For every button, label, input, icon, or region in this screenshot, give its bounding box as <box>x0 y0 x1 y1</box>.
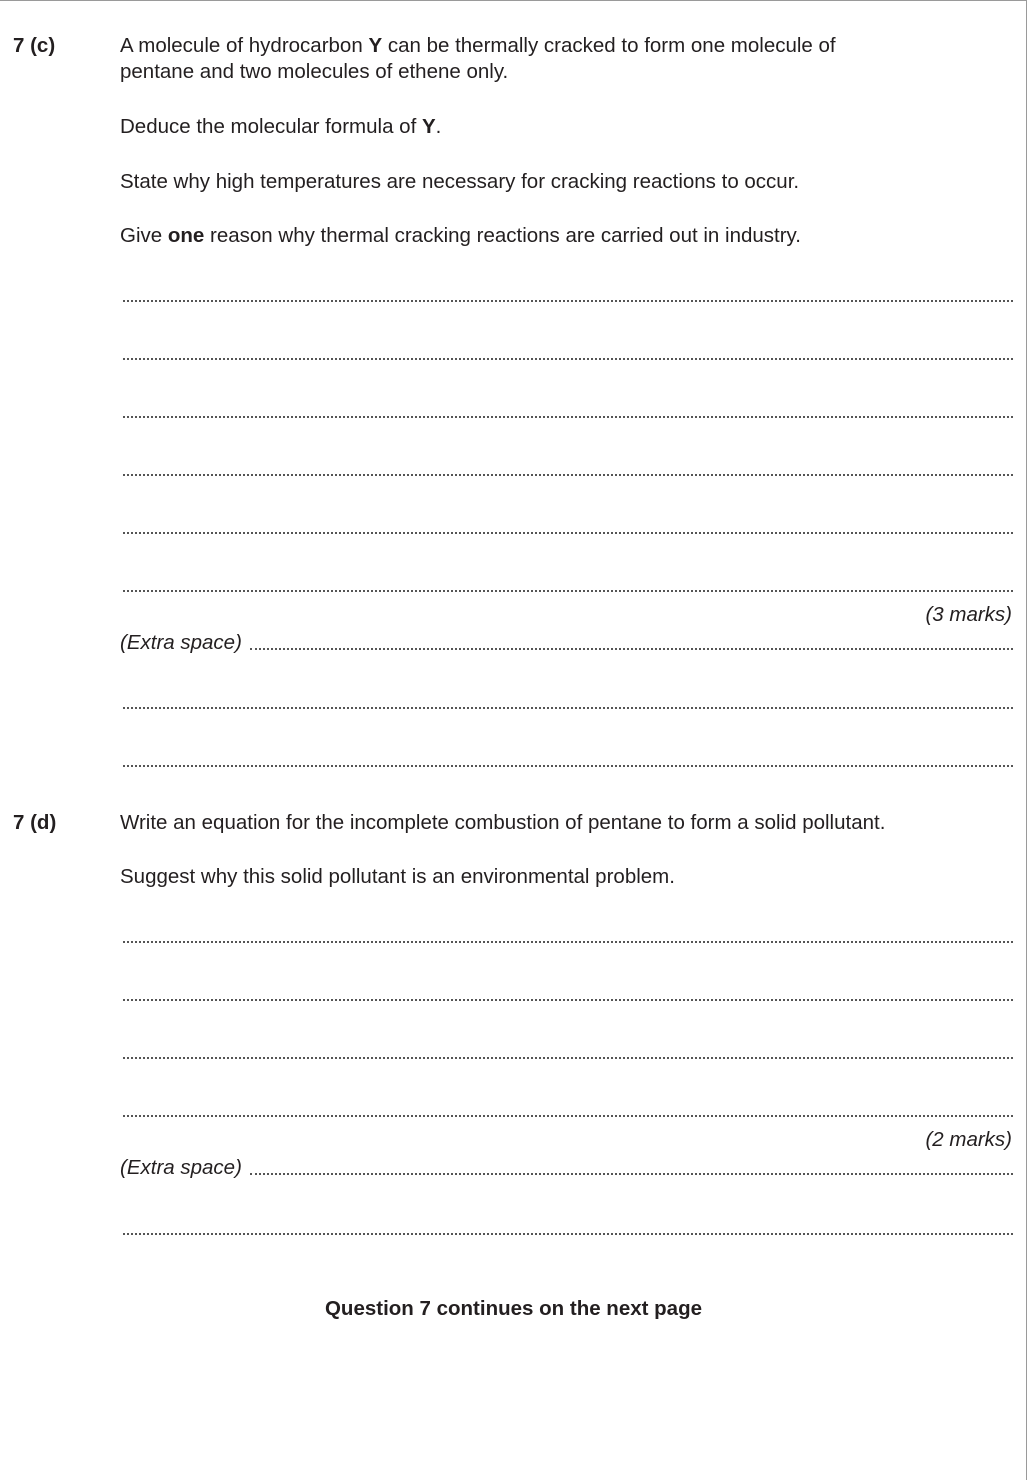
page-border-top <box>0 0 1027 1</box>
answer-line-7c-5[interactable] <box>123 532 1013 534</box>
extra-space-line-7d-1[interactable] <box>250 1173 1013 1175</box>
answer-line-7c-2[interactable] <box>123 358 1013 360</box>
deduce-instruction <box>120 114 990 140</box>
extra-space-line-7d-2[interactable] <box>123 1233 1013 1235</box>
text-fragment: Give <box>120 224 168 247</box>
text-fragment: Deduce the molecular formula of <box>120 115 422 138</box>
question-7c-line-1 <box>120 33 990 59</box>
write-instruction: Write an equation for the incomplete combustion of pentane to form a solid pollutant. <box>120 811 886 834</box>
extra-space-line-7c-2[interactable] <box>123 707 1013 709</box>
text-fragment: . <box>435 115 442 138</box>
answer-line-7d-2[interactable] <box>123 999 1013 1001</box>
hydrocarbon-label: Y <box>421 115 436 138</box>
extra-space-row-7d <box>120 1156 1013 1180</box>
suggest-instruction: Suggest why this solid pollutant is an environmental problem. <box>120 865 675 888</box>
answer-line-7c-6[interactable] <box>123 590 1013 592</box>
text-fragment: reason why thermal cracking reactions are carried out in industry. <box>204 224 801 247</box>
extra-space-line-7c-3[interactable] <box>123 765 1013 767</box>
marks-7d: (2 marks) <box>925 1128 1012 1151</box>
answer-line-7c-1[interactable] <box>123 300 1013 302</box>
answer-line-7d-4[interactable] <box>123 1115 1013 1117</box>
question-7c-text <box>120 33 990 85</box>
extra-space-label: (Extra space) <box>120 1156 242 1179</box>
extra-space-row-7c <box>120 631 1013 655</box>
text-fragment: A molecule of hydrocarbon <box>120 34 369 57</box>
answer-line-7c-4[interactable] <box>123 474 1013 476</box>
give-instruction <box>120 223 990 249</box>
question-number-7d: 7 (d) <box>13 811 57 834</box>
extra-space-line-7c-1[interactable] <box>250 648 1013 650</box>
state-instruction: State why high temperatures are necessary for cracking reactions to occur. <box>120 170 800 193</box>
emphasis-one: one <box>167 224 205 247</box>
answer-line-7d-1[interactable] <box>123 941 1013 943</box>
question-7c-line-2: pentane and two molecules of ethene only. <box>120 60 509 83</box>
answer-line-7d-3[interactable] <box>123 1057 1013 1059</box>
text-fragment: can be thermally cracked to form one molecule of <box>382 34 836 57</box>
answer-line-7c-3[interactable] <box>123 416 1013 418</box>
continues-notice: Question 7 continues on the next page <box>324 1297 703 1320</box>
hydrocarbon-label: Y <box>368 34 383 57</box>
question-number-7c: 7 (c) <box>13 34 56 57</box>
extra-space-label: (Extra space) <box>120 631 242 654</box>
marks-7c: (3 marks) <box>925 603 1012 626</box>
